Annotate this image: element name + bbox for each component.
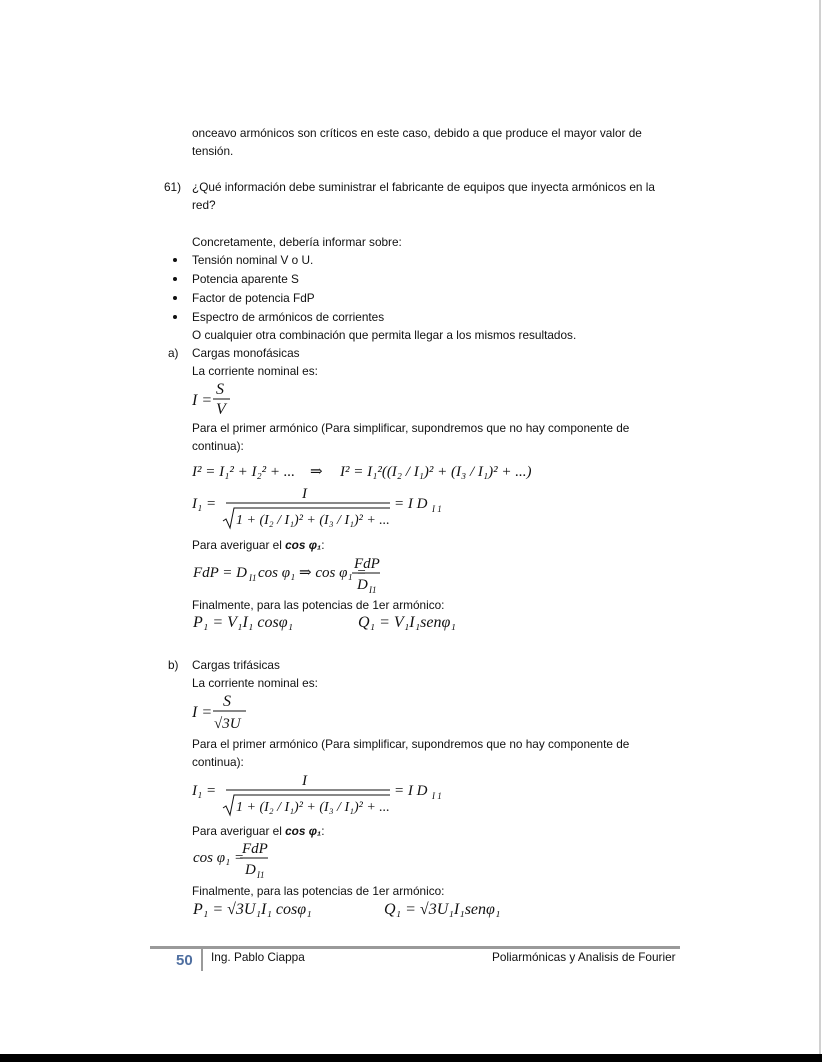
question-number: 61): [164, 180, 182, 194]
formula-active-power-mono: P₁ = V₁I₁ cosφ₁: [193, 614, 294, 631]
formula-text: I: [302, 773, 307, 789]
formula-power-factor-tri: [190, 838, 280, 880]
footer-author: Ing. Pablo Ciappa: [211, 950, 305, 964]
formula-text: = I D: [394, 496, 428, 512]
formula-text: cos φ₁ =: [193, 850, 245, 866]
bullet-dot: [173, 277, 177, 281]
bullet-item: Tensión nominal V o U.: [192, 253, 314, 267]
bullet-dot: [173, 258, 177, 262]
section-label: b): [168, 658, 179, 672]
paragraph-line: continua):: [192, 439, 244, 453]
formula-text: cos φ₁ ⇒ cos φ₁ =: [258, 565, 367, 581]
intro-text: Concretamente, debería informar sobre:: [192, 235, 402, 249]
formula-active-power-tri: P₁ = √3U₁I₁ cosφ₁: [193, 901, 312, 918]
footer-rule: [150, 946, 680, 949]
formula-text: I =: [192, 392, 213, 409]
formula-text: S: [216, 381, 224, 398]
page-bottom-bar: [0, 1054, 822, 1062]
bullet-item: Factor de potencia FdP: [192, 291, 315, 305]
formula-text: I 1: [432, 504, 442, 514]
formula-first-harmonic-mono: [190, 484, 490, 532]
formula-first-harmonic-tri: [190, 771, 490, 819]
paragraph-line: onceavo armónicos son críticos en este caso, debido a que produce el mayor valor de: [192, 126, 642, 140]
formula-text: √3U: [214, 716, 241, 732]
paragraph-line: tensión.: [192, 144, 234, 158]
formula-text: I₁ =: [192, 783, 217, 799]
formula-text: I =: [192, 704, 213, 721]
formula-text: I: [302, 486, 307, 502]
formula-current-mono: [190, 380, 250, 420]
paragraph-line: Para el primer armónico (Para simplificar, supondremos que no hay componente de: [192, 421, 630, 435]
paragraph-line: continua):: [192, 755, 244, 769]
paragraph-line: Finalmente, para las potencias de 1er armónico:: [192, 884, 445, 898]
text-span: :: [321, 824, 325, 838]
formula-text: I1: [249, 573, 257, 583]
formula-text: I1: [257, 870, 265, 880]
cos-phi-label: cos φ₁: [285, 538, 322, 552]
section-title: Cargas trifásicas: [192, 658, 280, 672]
page-edge: [819, 0, 821, 1062]
formula-text: D: [357, 577, 368, 593]
cos-phi-label: cos φ₁: [285, 824, 322, 838]
formula-text: ⇒: [310, 464, 323, 480]
formula-text: I² = I₁² + I₂² + ...: [192, 464, 296, 480]
formula-current-tri: [190, 692, 270, 734]
paragraph-line: La corriente nominal es:: [192, 676, 318, 690]
page-number: 50: [176, 952, 193, 969]
paragraph-line: Finalmente, para las potencias de 1er armónico:: [192, 598, 445, 612]
formula-text: D: [245, 862, 256, 878]
bullet-dot: [173, 315, 177, 319]
formula-text: = I D: [394, 783, 428, 799]
formula-text: S: [223, 693, 231, 710]
paragraph-line: Para el primer armónico (Para simplificar, supondremos que no hay componente de: [192, 737, 630, 751]
text-span: :: [321, 538, 325, 552]
formula-text: I₁ =: [192, 496, 217, 512]
formula-power-factor-mono: [190, 553, 390, 595]
formula-reactive-power-tri: Q₁ = √3U₁I₁senφ₁: [384, 901, 501, 918]
formula-text: I 1: [432, 791, 442, 801]
paragraph-line: O cualquier otra combinación que permita llegar a los mismos resultados.: [192, 328, 577, 342]
formula-text: I² = I₁²((I₂ / I₁)² + (I₃ / I₁)² + ...): [340, 464, 532, 480]
formula-text: V: [216, 401, 226, 418]
question-text: ¿Qué información debe suministrar el fabricante de equipos que inyecta armónicos en la: [192, 180, 655, 194]
formula-text: I1: [369, 585, 377, 595]
bullet-item: Espectro de armónicos de corrientes: [192, 310, 385, 324]
text-span: Para averiguar el: [192, 824, 282, 838]
paragraph-line: [192, 536, 324, 554]
section-title: Cargas monofásicas: [192, 346, 300, 360]
bullet-dot: [173, 296, 177, 300]
formula-text: FdP: [242, 841, 268, 857]
formula-text: 1 + (I₂ / I₁)² + (I₃ / I₁)² + ...: [236, 513, 390, 528]
question-text: red?: [192, 198, 216, 212]
section-label: a): [168, 346, 179, 360]
formula-text: FdP = D: [193, 565, 248, 581]
formula-text: FdP: [354, 556, 380, 572]
formula-text: 1 + (I₂ / I₁)² + (I₃ / I₁)² + ...: [236, 800, 390, 815]
bullet-item: Potencia aparente S: [192, 272, 299, 286]
footer-separator: [201, 949, 203, 971]
formula-reactive-power-mono: Q₁ = V₁I₁senφ₁: [358, 614, 456, 631]
text-span: Para averiguar el: [192, 538, 282, 552]
footer-title: Poliarmónicas y Analisis de Fourier: [492, 950, 676, 964]
formula-current-sum: [190, 456, 560, 484]
paragraph-line: La corriente nominal es:: [192, 364, 318, 378]
